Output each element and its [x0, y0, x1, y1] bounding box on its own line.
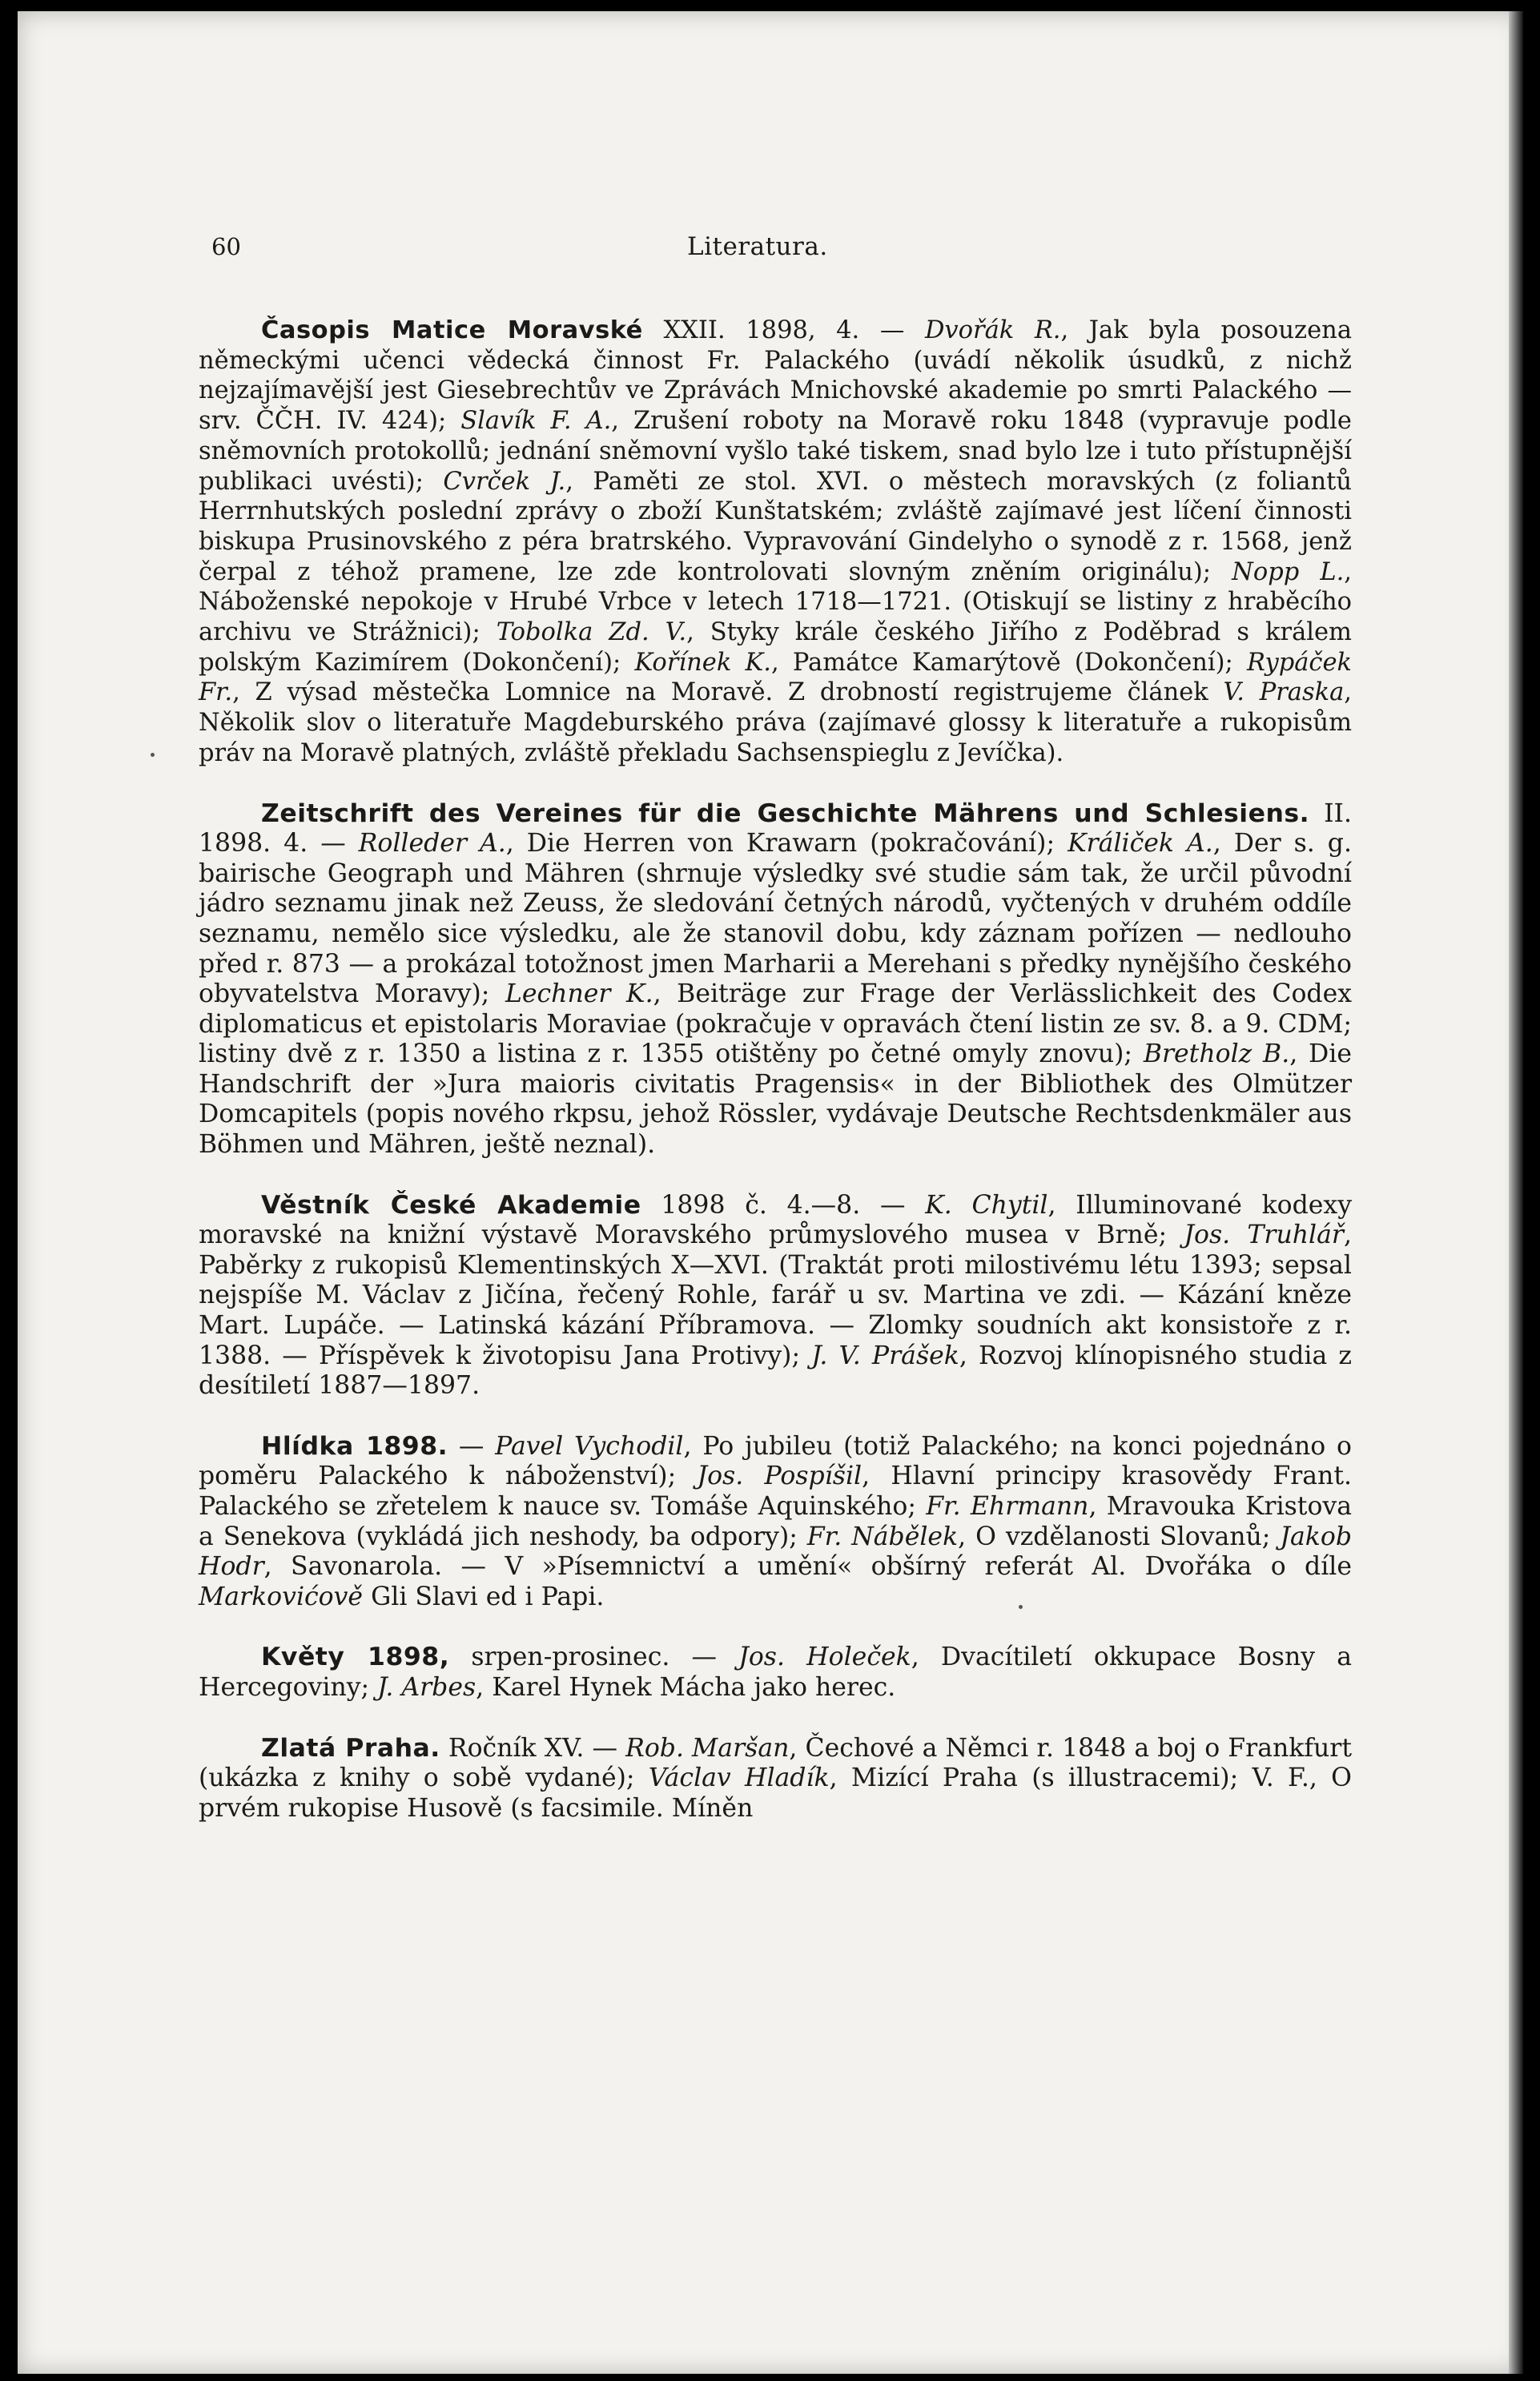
journal-title: Zeitschrift des Vereines für die Geschichte Mährens und Schlesiens.: [261, 798, 1310, 828]
entry-text: , Illuminované kodexy moravské na knižní výstavě Moravského průmyslového musea v Brně;: [199, 1190, 1352, 1250]
journal-title: Časopis Matice Moravské: [261, 316, 643, 344]
author-name: Jos. Truhlář: [1184, 1221, 1344, 1250]
entry-text: , Styky krále českého Jiřího z Poděbrad s králem polským Kazimírem (Dokončení);: [199, 618, 1352, 677]
entry-text: , Památce Kamarýtově (Dokončení);: [771, 648, 1248, 677]
entry-text: , Zrušení roboty na Moravě roku 1848 (vypravuje podle sněmovních protokollů; jednání sněmovní vyšlo také tiskem, snad bylo lze i tuto přístupnější publikaci uvésti);: [199, 407, 1352, 496]
entry-text: srpen-prosinec. —: [449, 1643, 739, 1672]
entry-text: , Mizící Praha (s illustracemi); V. F., O prvém rukopise Husově (s facsimile. Míněn: [199, 1764, 1352, 1823]
entry-text: Ročník XV. —: [440, 1733, 626, 1763]
entry-text: XXII. 1898, 4. —: [642, 316, 925, 344]
journal-title: Věstník České Akademie: [261, 1190, 641, 1220]
author-name: Jos. Pospíšil: [697, 1462, 862, 1491]
entry-text: , Paběrky z rukopisů Klementinských X—XVI. (Traktát proti milostivému létu 1393; sepsal nejspíše M. Václav z Jičína, řečený Rohle, farář u sv. Martina ve zdi. — Kázání kněze Mart. Lupáče. — Latinská kázání Příbramova. — Zlomky soudních akt konsistoře z r. 1388. — Příspěvek k životopisu Jana Protivy);: [199, 1221, 1352, 1370]
entry-text: 1898 č. 4.—8. —: [641, 1190, 926, 1220]
author-name: Rob. Maršan: [625, 1733, 790, 1763]
running-head: [199, 232, 1352, 280]
entry-zeitschrift-mahren: [199, 799, 1352, 1160]
entry-text: , O vzdělanosti Slovanů;: [958, 1522, 1281, 1551]
entry-text: , Karel Hynek Mácha jako herec.: [476, 1672, 896, 1702]
author-name: Cvrček J.: [443, 467, 566, 496]
author-name: Fr. Ehrmann: [926, 1492, 1089, 1522]
author-name: Nopp L.: [1232, 557, 1345, 586]
author-name: Kořínek K.: [634, 648, 771, 677]
author-name: Bretholz B.: [1143, 1040, 1290, 1069]
author-name: Václav Hladík: [648, 1764, 830, 1793]
author-name: Jakob Hodr: [199, 1522, 1352, 1582]
entry-text: —: [448, 1431, 496, 1461]
author-name: J. V. Prášek: [811, 1341, 959, 1370]
entry-text: , Der s. g. bairische Geograph und Mähren (shrnuje výsledky své studie sám tak, že určil původní jádro seznamu jinak než Zeuss, že sledování četných národů, vyčtených v druhém oddíle seznamu, nemělo sice výsledku, ale že stanovil dobu, kdy záznam pořízen — nedlouho před r. 873 — a prokázal totožnost jmen Marharii a Merehani s předky nynějšího českého obyvatelstva Moravy);: [199, 829, 1352, 1009]
entry-casopis-matice-moravske: [199, 316, 1352, 769]
entry-text: , Dvacítiletí okkupace Bosny a Hercegoviny;: [199, 1643, 1352, 1702]
page-number: 60: [211, 233, 241, 260]
entry-text: , Mravouka Kristova a Senekova (vykládá jich neshody, ba odpory);: [199, 1492, 1353, 1551]
journal-title: Hlídka 1898.: [261, 1431, 448, 1461]
journal-title: Květy 1898,: [261, 1643, 450, 1672]
entry-text: , Paměti ze stol. XVI. o městech moravských (z foliantů Herrnhutských poslední zprávy o zboží Kunštatském; zvláště zajímavé jest líčení činnosti biskupa Prusinovského z péra bratrského. Vypravování Gindelyho o synodě z r. 1568, jenž čerpal z téhož pramene, lze zde kontrolovati slovným zněním originálu);: [199, 467, 1352, 586]
author-name: J. Arbes: [377, 1672, 476, 1702]
entry-text: Gli Slavi ed i Papi.: [363, 1582, 605, 1611]
author-name: K. Chytil: [925, 1190, 1048, 1220]
entry-text: , Hlavní principy krasovědy Frant. Palackého se zřetelem k nauce sv. Tomáše Aquinského;: [199, 1462, 1353, 1522]
author-name: Rolleder A.: [358, 829, 506, 859]
author-name: Jos. Holeček: [738, 1643, 911, 1672]
running-title: Literatura.: [687, 232, 828, 261]
entry-text: , Die Herren von Krawarn (pokračování);: [505, 829, 1068, 859]
entry-text: , Beiträge zur Frage der Verlässlichkeit des Codex diplomaticus et epistolaris Moraviae (pokračuje v opravách čtení listin ze sv. 8. a 9. CDM; listiny dvě z r. 1350 a listina z r. 1355 otištěny po četné omyly znovu);: [199, 979, 1352, 1069]
author-name: Markovićově: [199, 1582, 364, 1611]
entry-hlidka: [199, 1432, 1352, 1613]
page-content: [199, 232, 1352, 1854]
author-name: V. Praska: [1223, 678, 1345, 707]
author-name: Tobolka Zd. V.: [496, 618, 687, 647]
entry-text: , Čechové a Němci r. 1848 a boj o Frankfurt (ukázka z knihy o sobě vydané);: [199, 1733, 1353, 1793]
entry-text: , Savonarola. — V »Písemnictví a umění« obšírný referát Al. Dvořáka o díle: [263, 1552, 1352, 1582]
entry-text: , Po jubileu (totiž Palackého; na konci pojednáno o poměru Palackého k náboženství);: [199, 1431, 1352, 1491]
journal-title: Zlatá Praha.: [261, 1733, 440, 1763]
entry-text: , Náboženské nepokoje v Hrubé Vrbce v letech 1718—1721. (Otiskují se listiny z hraběcího archivu ve Strážnici);: [199, 557, 1352, 647]
author-name: Lechner K.: [505, 979, 653, 1009]
author-name: Slavík F. A.: [460, 407, 612, 436]
author-name: Rypáček Fr.: [199, 648, 1353, 707]
entry-kvety: [199, 1643, 1352, 1703]
author-name: Králiček A.: [1068, 829, 1213, 859]
scan-speck: [151, 753, 155, 757]
entry-zlata-praha: [199, 1734, 1352, 1824]
entry-vestnik-ceske-akademie: [199, 1191, 1352, 1402]
entry-text: , Jak byla posouzena německými učenci vědecká činnost Fr. Palackého (uvádí několik úsudků, z nichž nejzajímavější jest Giesebrechtův ve Zprávách Mnichovské akademie po smrti Palackého — srv. ČČH. IV. 424);: [199, 316, 1353, 436]
author-name: Dvořák R.: [924, 316, 1061, 344]
author-name: Fr. Nábělek: [806, 1522, 959, 1551]
entry-text: , Rozvoj klínopisného studia z desítiletí 1887—1897.: [199, 1341, 1353, 1401]
entry-text: , Die Handschrift der »Jura maioris civitatis Pragensis« in der Bibliothek des Olmützer Domcapitels (popis nového rkpsu, jehož Rössler, vydávaje Deutsche Rechtsdenkmäler aus Böhmen und Mähren, ještě neznal).: [199, 1040, 1352, 1160]
page-edge-shadow: [1509, 11, 1523, 2374]
author-name: Pavel Vychodil: [495, 1431, 684, 1461]
entry-text: , Z výsad městečka Lomnice na Moravě. Z drobností registrujeme článek: [232, 678, 1224, 707]
entry-text: , Několik slov o literatuře Magdeburského práva (zajímavé glossy k literatuře a rukopisům práv na Moravě platných, zvláště překladu Sachsenspieglu z Jevíčka).: [199, 678, 1352, 767]
entry-text: II. 1898. 4. —: [199, 798, 1353, 859]
